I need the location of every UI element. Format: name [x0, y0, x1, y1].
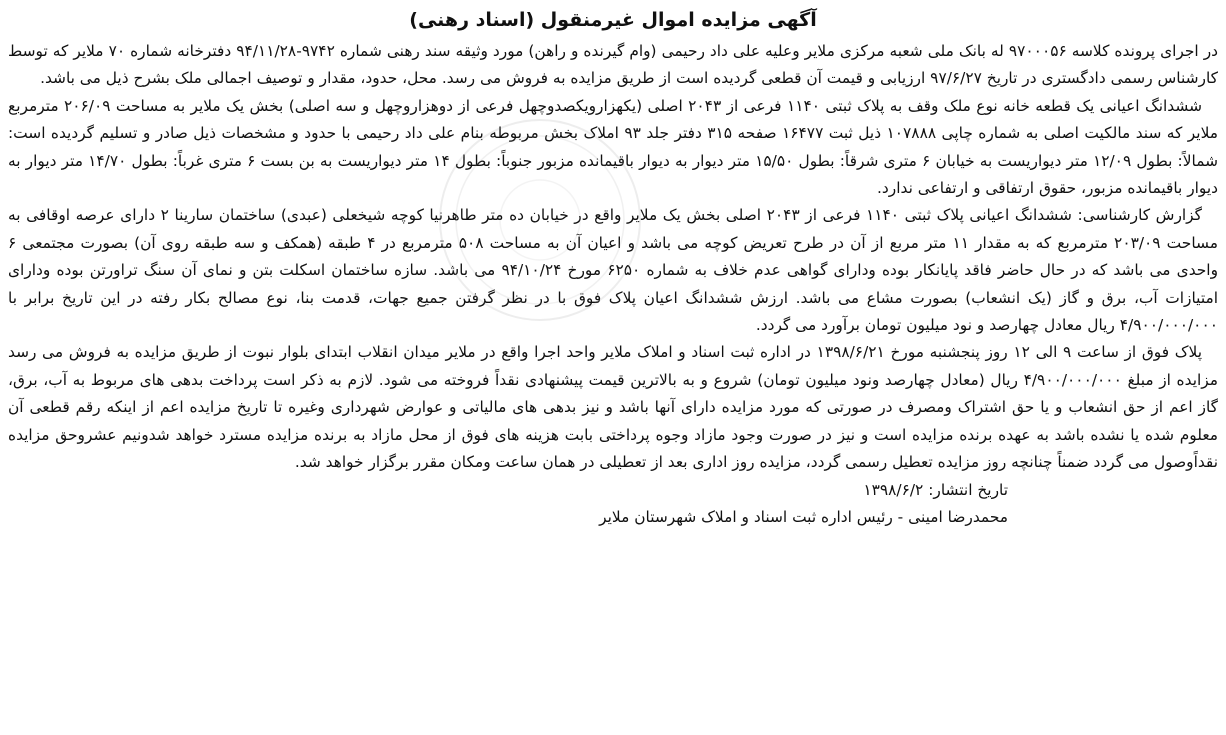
notice-paragraph-auction-terms: پلاک فوق از ساعت ۹ الی ۱۲ روز پنجشنبه مورخ ۱۳۹۸/۶/۲۱ در اداره ثبت اسناد و املاک ملایر واحد اجرا واقع در ملایر میدان انقلاب ابتدای بلوار نبوت از طریق مزایده به فروش می رسد مزایده از مبلغ ۴/۹۰۰/۰۰۰/۰۰۰ ریال (معادل چهارصد ونود میلیون تومان) شروع و به بالاترین قیمت پیشنهادی نقداً فروخته می شود. لازم به ذکر است پرداخت بدهی های مربوط به آب، برق، گاز اعم از حق انشعاب و یا حق اشتراک ومصرف در صورتی که مورد مزایده دارای آنها باشد و نیز بدهی های مالیاتی و عوارض شهرداری وغیره تا تاریخ مزایده اعم از اینکه رقم قطعی آن معلوم شده یا نشده باشد به عهده برنده مزایده است و نیز در صورت وجود مازاد وجوه پرداختی بابت هزینه های فوق از محل مازاد به برنده مزایده مسترد خواهد شدونیم عشروحق مزایده نقداًوصول می گردد ضمناً چنانچه روز مزایده تعطیل رسمی گردد، مزایده روز اداری بعد از تعطیلی در همان ساعت ومکان مقرر برگزار خواهد شد. [8, 343, 1218, 472]
publish-date: تاریخ انتشار: ۱۳۹۸/۶/۲ [863, 480, 1008, 499]
notice-paragraph-intro: در اجرای پرونده کلاسه ۹۷۰۰۰۵۶ له بانک ملی شعبه مرکزی ملایر وعلیه علی داد رحیمی (وام گیرنده و راهن) مورد وثیقه سند رهنی شماره ۹۷۴۲-۹۴/۱۱/۲۸ دفترخانه شماره ۷۰ ملایر که توسط کارشناس رسمی دادگستری در تاریخ ۹۷/۶/۲۷ ارزیابی و قیمت آن قطعی گردیده است از طریق مزایده به فروش می رسد. محل، حدود، مقدار و توصیف اجمالی ملک بشرح ذیل می باشد. [8, 42, 1218, 88]
notice-title: آگهی مزایده اموال غیرمنقول (اسناد رهنی) [409, 9, 817, 31]
notice-paragraph-property: ششدانگ اعیانی یک قطعه خانه نوع ملک وقف به پلاک ثبتی ۱۱۴۰ فرعی از ۲۰۴۳ اصلی (یکهزارویکصدوچهل فرعی از دوهزاروچهل و سه اصلی) بخش یک ملایر به مساحت ۲۰۶/۰۹ مترمربع ملایر که سند مالکیت اصلی به شماره چاپی ۱۰۷۸۸۸ ذیل ثبت ۱۶۴۷۷ صفحه ۳۱۵ دفتر جلد ۹۳ املاک بخش مربوطه بنام علی داد رحیمی با حدود و مشخصات ذیل صادر و تسلیم گردیده است: شمالاً: بطول ۱۲/۰۹ متر دیواریست به خیابان ۶ متری شرقاً: بطول ۱۵/۵۰ متر دیوار به دیوار باقیمانده مزبور جنوباً: بطول ۱۴ متر دیواریست به بن بست ۶ متری غرباً: بطول ۱۴/۷۰ متر دیوار به دیوار باقیمانده مزبور، حقوق ارتفاقی و ارتفاعی ندارد. [8, 96, 1218, 198]
notice-paragraph-expert-report: گزارش کارشناسی: ششدانگ اعیانی پلاک ثبتی ۱۱۴۰ فرعی از ۲۰۴۳ اصلی بخش یک ملایر واقع در خیابان ده متر طاهرنیا کوچه شیخعلی (عبدی) ساختمان سارینا ۲ دارای عرصه اوقافی به مساحت ۲۰۳/۰۹ مترمربع که به مقدار ۱۱ متر مربع از آن در طرح تعریض کوچه می باشد و اعیان آن به مساحت ۵۰۸ مترمربع در ۴ طبقه (همکف و سه طبقه روی آن) بصورت مجتمعی ۶ واحدی می باشد که در حال حاضر فاقد پایانکار بوده ودارای گواهی عدم خلاف به شماره ۶۲۵۰ مورخ ۹۴/۱۰/۲۴ می باشد. سازه ساختمان اسکلت بتن و نمای آن سنگ تراورتن بوده ودارای امتیازات آب، برق و گاز (یک انشعاب) بصورت مشاع می باشد. ارزش ششدانگ اعیان پلاک فوق با در نظر گرفتن جمیع جهات، قدمت بنا، نوع مصالح بکار رفته در این تاریخ برابر با ۴/۹۰۰/۰۰۰/۰۰۰ ریال معادل چهارصد و نود میلیون تومان برآورد می گردد. [8, 206, 1218, 335]
signature: محمدرضا امینی - رئیس اداره ثبت اسناد و املاک شهرستان ملایر [599, 507, 1008, 526]
